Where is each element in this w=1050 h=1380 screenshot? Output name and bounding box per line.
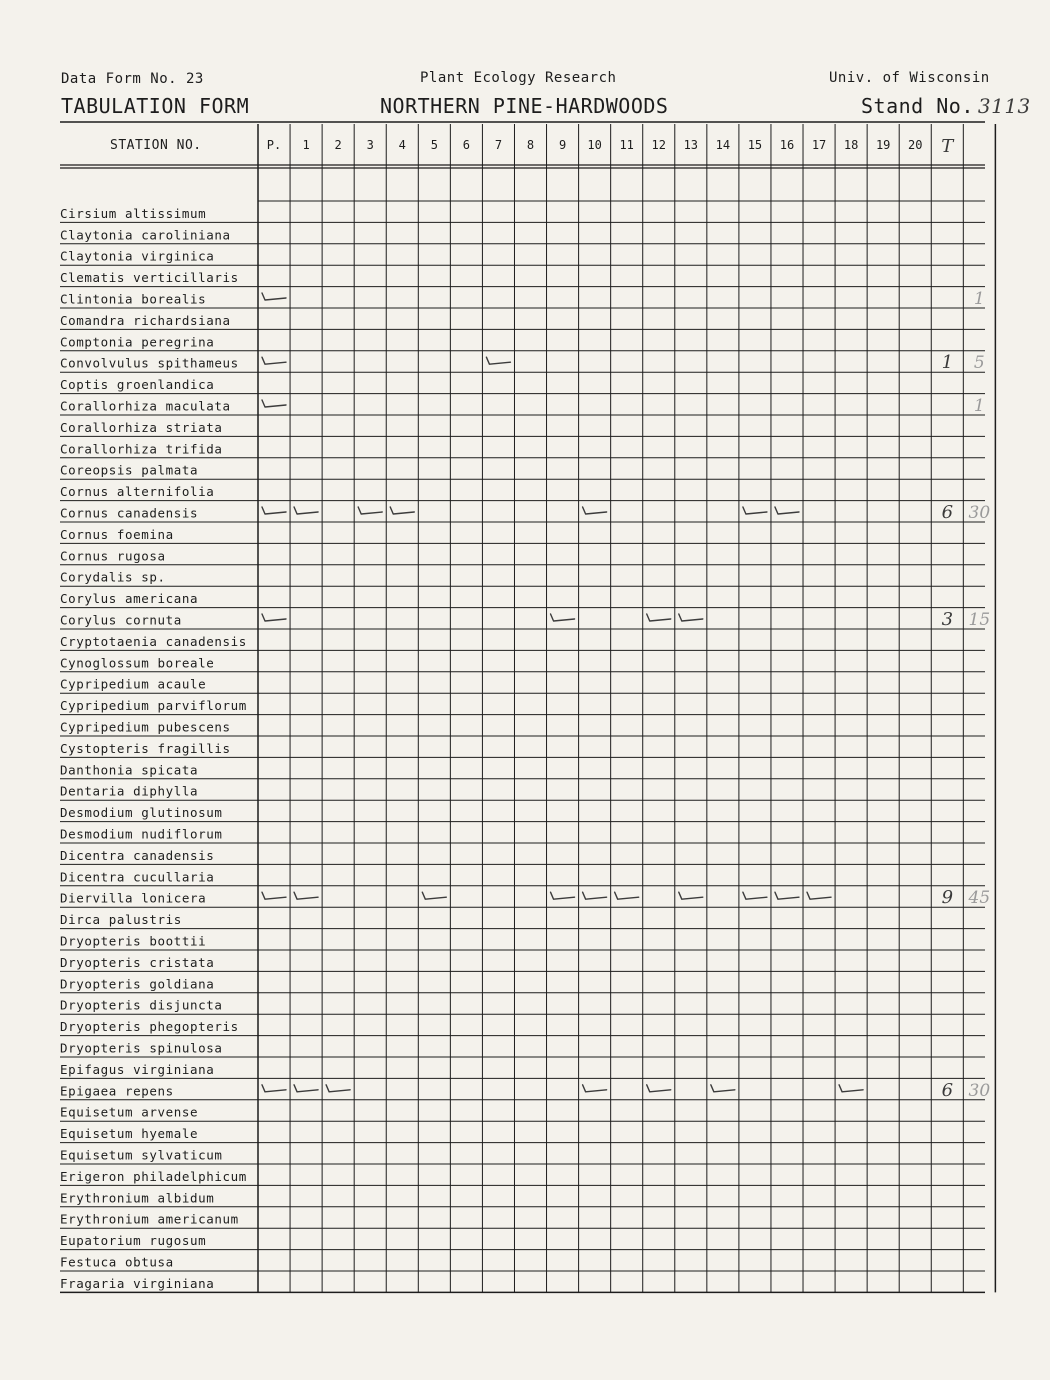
checkmark <box>583 507 607 514</box>
checkmark <box>294 1085 318 1092</box>
species-name: Claytonia caroliniana <box>60 227 231 243</box>
checkmark <box>262 507 286 514</box>
species-name: Corylus americana <box>60 591 199 607</box>
species-name: Clematis verticillaris <box>60 270 239 286</box>
checkmark <box>326 1085 350 1092</box>
checkmark <box>615 892 639 899</box>
species-name: Cornus alternifolia <box>60 484 215 500</box>
species-name: Comandra richardsiana <box>60 312 231 328</box>
cover-value: 1 <box>973 396 985 416</box>
checkmark <box>647 614 671 621</box>
checkmark <box>422 892 446 899</box>
stand-label: Stand No. <box>861 94 974 118</box>
cover-value: 45 <box>968 888 991 909</box>
checkmark <box>743 892 767 899</box>
species-name: Epifagus virginiana <box>60 1061 215 1077</box>
species-name: Festuca obtusa <box>60 1254 174 1270</box>
species-name: Dryopteris goldiana <box>60 976 215 992</box>
station-column-label: 3 <box>366 138 374 152</box>
species-name: Cornus canadensis <box>60 505 199 521</box>
species-name: Corydalis sp. <box>60 569 166 585</box>
checkmark <box>839 1085 863 1092</box>
form-number: Data Form No. 23 <box>61 71 204 87</box>
species-name: Corallorhiza striata <box>60 419 223 435</box>
species-name: Dicentra canadensis <box>60 847 215 863</box>
checkmark <box>743 507 767 514</box>
station-column-label: 6 <box>462 138 471 152</box>
checkmark <box>262 400 286 407</box>
cover-value: 15 <box>968 610 991 630</box>
station-column-label: 4 <box>398 138 406 152</box>
total-count: 9 <box>941 887 954 909</box>
station-column-label: 8 <box>526 138 535 152</box>
station-column-label: 14 <box>715 138 731 152</box>
total-column-mark: T <box>941 136 954 157</box>
cover-value: 5 <box>973 353 985 374</box>
stand-number-handwritten: 3113 <box>977 94 1031 118</box>
species-name: Corallorhiza maculata <box>60 398 231 414</box>
checkmark <box>262 1085 286 1092</box>
checkmark <box>807 892 831 899</box>
checkmark <box>775 892 799 899</box>
checkmark <box>647 1085 671 1092</box>
species-name: Coptis groenlandica <box>60 377 215 393</box>
station-column-label: 15 <box>747 138 763 152</box>
species-name: Dryopteris spinulosa <box>60 1040 223 1056</box>
station-column-label: 10 <box>587 138 602 152</box>
checkmark <box>262 892 286 899</box>
checkmark <box>486 357 510 364</box>
species-name: Dirca palustris <box>60 912 182 928</box>
checkmark <box>679 892 703 899</box>
form-title: TABULATION FORM <box>61 94 250 118</box>
station-column-label: 18 <box>843 138 859 152</box>
species-name: Erythronium americanum <box>60 1211 239 1227</box>
station-column-label: 5 <box>430 138 438 152</box>
checkmark <box>294 892 318 899</box>
station-column-label: 16 <box>779 138 795 152</box>
species-name: Cystopteris fragillis <box>60 740 231 756</box>
species-name: Dicentra cucullaria <box>60 869 215 885</box>
station-column-label: 20 <box>908 138 923 152</box>
species-name: Equisetum hyemale <box>60 1126 199 1142</box>
checkmark <box>390 507 414 514</box>
university-name: Univ. of Wisconsin <box>829 70 990 86</box>
species-name: Danthonia spicata <box>60 762 199 778</box>
total-count: 6 <box>941 502 954 523</box>
species-name: Comptonia peregrina <box>60 334 215 350</box>
species-name: Equisetum arvense <box>60 1104 199 1120</box>
species-name: Corallorhiza trifida <box>60 441 223 457</box>
species-name: Cypripedium acaule <box>60 676 207 692</box>
checkmark <box>583 1085 607 1092</box>
station-column-label: 1 <box>302 138 310 152</box>
cover-value: 1 <box>973 289 985 309</box>
species-name: Convolvulus spithameus <box>60 355 239 371</box>
organization-name: Plant Ecology Research <box>420 70 617 86</box>
species-name: Cornus foemina <box>60 526 174 542</box>
checkmark <box>679 614 703 621</box>
species-name: Cypripedium pubescens <box>60 719 231 735</box>
species-name: Corylus cornuta <box>60 612 182 628</box>
station-column-label: 12 <box>651 138 666 152</box>
checkmark <box>262 614 286 621</box>
species-name: Dryopteris disjuncta <box>60 997 223 1013</box>
cover-value: 30 <box>968 503 991 523</box>
species-name: Desmodium glutinosum <box>60 805 223 821</box>
total-count: 3 <box>941 609 954 630</box>
species-name: Equisetum sylvaticum <box>60 1147 223 1163</box>
checkmark <box>294 507 318 514</box>
station-column-label: 19 <box>875 138 891 152</box>
station-column-label: 9 <box>558 138 567 152</box>
species-name: Desmodium nudiflorum <box>60 826 223 842</box>
station-column-label: 2 <box>334 138 342 152</box>
total-count: 6 <box>941 1079 954 1101</box>
checkmark <box>262 293 286 300</box>
checkmark <box>583 892 607 899</box>
checkmark <box>358 507 382 514</box>
station-column-label: P. <box>266 138 282 152</box>
checkmark <box>775 507 799 514</box>
station-column-label: 13 <box>683 138 699 152</box>
checkmark <box>262 357 286 364</box>
species-name: Clintonia borealis <box>60 291 207 307</box>
species-name: Dentaria diphylla <box>60 783 199 799</box>
species-name: Dryopteris phegopteris <box>60 1019 239 1035</box>
checkmark <box>711 1085 735 1092</box>
species-name: Erigeron philadelphicum <box>60 1168 247 1184</box>
species-name: Claytonia virginica <box>60 248 215 264</box>
station-column-label: 7 <box>494 138 503 152</box>
species-name: Dryopteris boottii <box>60 933 207 949</box>
species-name: Diervilla lonicera <box>60 890 207 906</box>
station-column-label: 17 <box>811 138 827 152</box>
species-name: Cirsium altissimum <box>60 205 207 221</box>
species-name: Erythronium albidum <box>60 1190 215 1206</box>
species-name: Cryptotaenia canadensis <box>60 633 247 649</box>
cover-value: 30 <box>968 1080 991 1101</box>
species-name: Cypripedium parviflorum <box>60 698 247 714</box>
station-no-label: STATION NO. <box>110 138 202 153</box>
species-name: Eupatorium rugosum <box>60 1233 207 1249</box>
species-name: Cynoglossum boreale <box>60 655 215 671</box>
species-name: Coreopsis palmata <box>60 462 199 478</box>
community-title: NORTHERN PINE-HARDWOODS <box>380 94 669 118</box>
checkmark <box>551 892 575 899</box>
total-count: 1 <box>941 352 954 374</box>
species-name: Fragaria virginiana <box>60 1275 215 1291</box>
species-name: Cornus rugosa <box>60 548 166 564</box>
station-column-label: 11 <box>619 138 634 152</box>
species-name: Epigaea repens <box>60 1083 174 1099</box>
checkmark <box>551 614 575 621</box>
species-name: Dryopteris cristata <box>60 954 215 970</box>
